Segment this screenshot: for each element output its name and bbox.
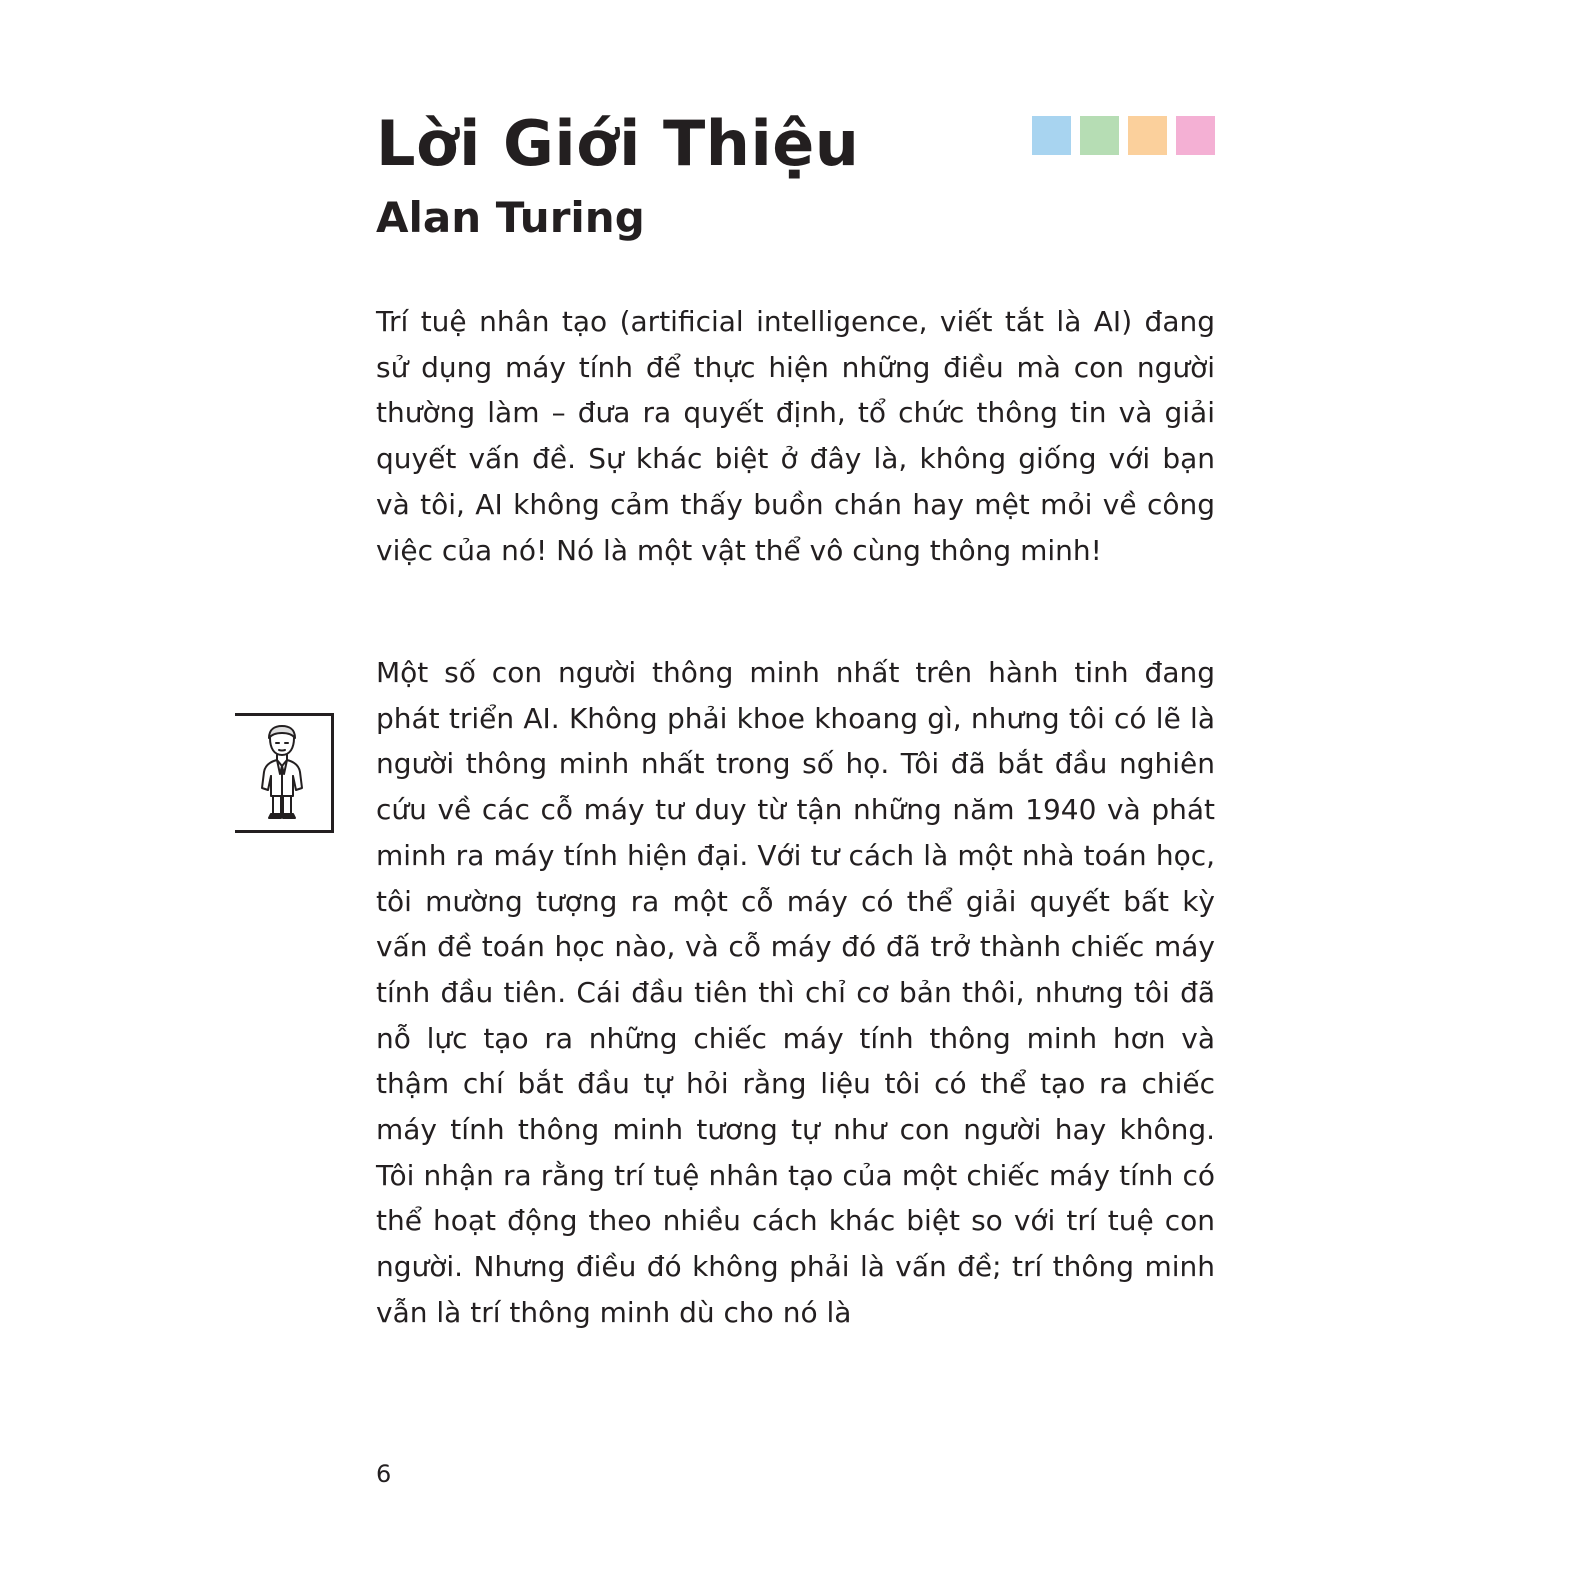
intro-paragraph-1: Trí tuệ nhân tạo (artificial intelligence, viết tắt là AI) đang sử dụng máy tính để thực hiện những điều mà con người thường làm – đưa ra quyết định, tổ chức thông tin và giải quyết vấn đề. Sự khác biệt ở đây là, không giống với bạn và tôi, AI không cảm thấy buồn chán hay mệt mỏi về công việc của nó! Nó là một vật thể vô cùng thông minh! <box>376 305 1215 567</box>
color-swatch-pink <box>1176 116 1215 155</box>
color-swatch-orange <box>1128 116 1167 155</box>
alan-turing-portrait-icon <box>259 724 305 820</box>
color-swatches <box>1032 116 1215 155</box>
page-title: Lời Giới Thiệu <box>376 107 860 180</box>
color-swatch-green <box>1080 116 1119 155</box>
page-number: 6 <box>376 1460 392 1488</box>
color-swatch-blue <box>1032 116 1071 155</box>
intro-paragraph-2: Một số con người thông minh nhất trên hành tinh đang phát triển AI. Không phải khoe khoang gì, nhưng tôi có lẽ là người thông minh nhất trong số họ. Tôi đã bắt đầu nghiên cứu về các cỗ máy tư duy từ tận những năm 1940 và phát minh ra máy tính hiện đại. Với tư cách là một nhà toán học, tôi mường tượng ra một cỗ máy có thể giải quyết bất kỳ vấn đề toán học nào, và cỗ máy đó đã trở thành chiếc máy tính đầu tiên. Cái đầu tiên thì chỉ cơ bản thôi, nhưng tôi đã nỗ lực tạo ra những chiếc máy tính thông minh hơn và thậm chí bắt đầu tự hỏi rằng liệu tôi có thể tạo ra chiếc máy tính thông minh tương tự như con người hay không. Tôi nhận ra rằng trí tuệ nhân tạo của một chiếc máy tính có thể hoạt động theo nhiều cách khác biệt so với trí tuệ con người. Nhưng điều đó không phải là vấn đề; trí thông minh vẫn là trí thông minh dù cho nó là <box>376 656 1215 1329</box>
page-subtitle: Alan Turing <box>376 193 645 242</box>
portrait-frame <box>235 713 334 833</box>
